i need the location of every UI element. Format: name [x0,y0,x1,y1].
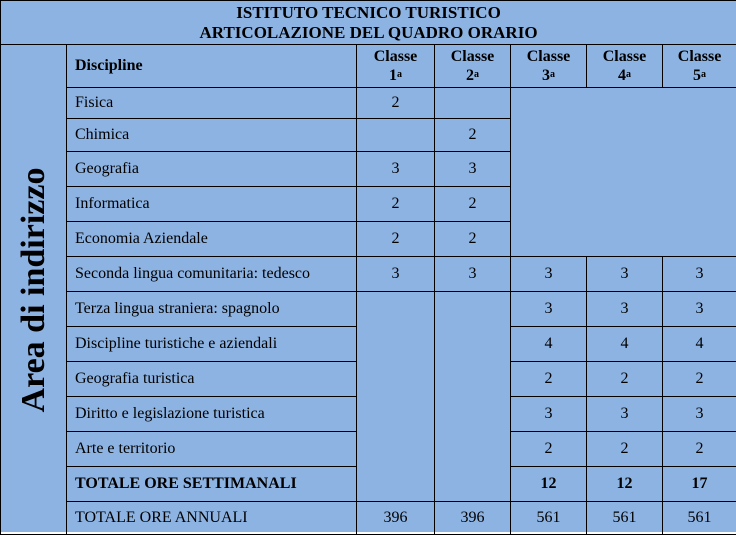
row-name: Geografia turistica [67,362,357,397]
row-name: Arte e territorio [67,432,357,467]
cell-value: 3 [663,292,736,327]
class-sup: a [626,69,631,80]
cell-value: 2 [435,187,511,222]
total-annual-value: 396 [435,502,511,535]
header-class-1 [357,45,435,88]
area-label-cell [1,45,67,535]
cell-value: 4 [663,327,736,362]
total-weekly-label: TOTALE ORE SETTIMANALI [67,467,357,502]
class-label: Classe [374,48,418,65]
total-annual-value: 561 [511,502,587,535]
total-annual-value: 561 [587,502,663,535]
class-sup: a [474,69,479,80]
row-name: Discipline turistiche e aziendali [67,327,357,362]
cell-value: 3 [511,397,587,432]
row-name: Informatica [67,187,357,222]
cell-value: 3 [511,292,587,327]
cell-value: 2 [587,432,663,467]
cell-value: 2 [357,187,435,222]
empty-block-class-1 [357,292,435,502]
total-annual-label: TOTALE ORE ANNUALI [67,502,357,535]
row-name: Chimica [67,119,357,152]
row-name: Seconda lingua comunitaria: tedesco [67,257,357,292]
header-class-2 [435,45,511,88]
class-label: Classe [527,48,571,65]
cell-value: 3 [435,152,511,187]
cell-value: 3 [357,257,435,292]
cell-value: 3 [663,257,736,292]
class-label: Classe [603,48,647,65]
cell-value: 4 [587,327,663,362]
table-title [1,1,736,45]
cell-value: 2 [663,432,736,467]
class-number: 1 [389,67,397,84]
class-label: Classe [451,48,495,65]
cell-value: 3 [435,257,511,292]
cell-value: 2 [587,362,663,397]
header-class-3 [511,45,587,88]
cell-value: 2 [435,119,511,152]
cell-value: 3 [587,292,663,327]
class-sup: a [550,69,555,80]
cell-value: 2 [357,222,435,257]
cell-value: 3 [357,152,435,187]
area-label: Area di indirizzo [15,167,53,412]
row-name: Diritto e legislazione turistica [67,397,357,432]
title-line-2: ARTICOLAZIONE DEL QUADRO ORARIO [1,23,736,43]
row-name: Fisica [67,88,357,119]
total-weekly-value: 17 [663,467,736,502]
empty-block-class-2 [435,292,511,502]
cell-value [357,119,435,152]
title-line-1: ISTITUTO TECNICO TURISTICO [1,3,736,23]
row-name: Geografia [67,152,357,187]
cell-value: 2 [511,362,587,397]
cell-value: 2 [357,88,435,119]
row-name: Terza lingua straniera: spagnolo [67,292,357,327]
empty-block-upper-right [511,88,736,257]
class-number: 2 [466,67,474,84]
cell-value: 3 [587,257,663,292]
class-sup: a [701,69,706,80]
cell-value: 4 [511,327,587,362]
class-label: Classe [678,48,722,65]
total-annual-value: 396 [357,502,435,535]
cell-value: 3 [587,397,663,432]
class-number: 5 [693,67,701,84]
class-number: 3 [542,67,550,84]
cell-value: 3 [663,397,736,432]
cell-value: 2 [435,222,511,257]
header-class-5 [663,45,736,88]
cell-value: 3 [511,257,587,292]
header-discipline: Discipline [67,45,357,88]
row-name: Economia Aziendale [67,222,357,257]
total-annual-value: 561 [663,502,736,535]
total-weekly-value: 12 [587,467,663,502]
cell-value: 2 [663,362,736,397]
total-weekly-value: 12 [511,467,587,502]
class-sup: a [397,69,402,80]
header-class-4 [587,45,663,88]
class-number: 4 [618,67,626,84]
cell-value: 2 [511,432,587,467]
cell-value [435,88,511,119]
